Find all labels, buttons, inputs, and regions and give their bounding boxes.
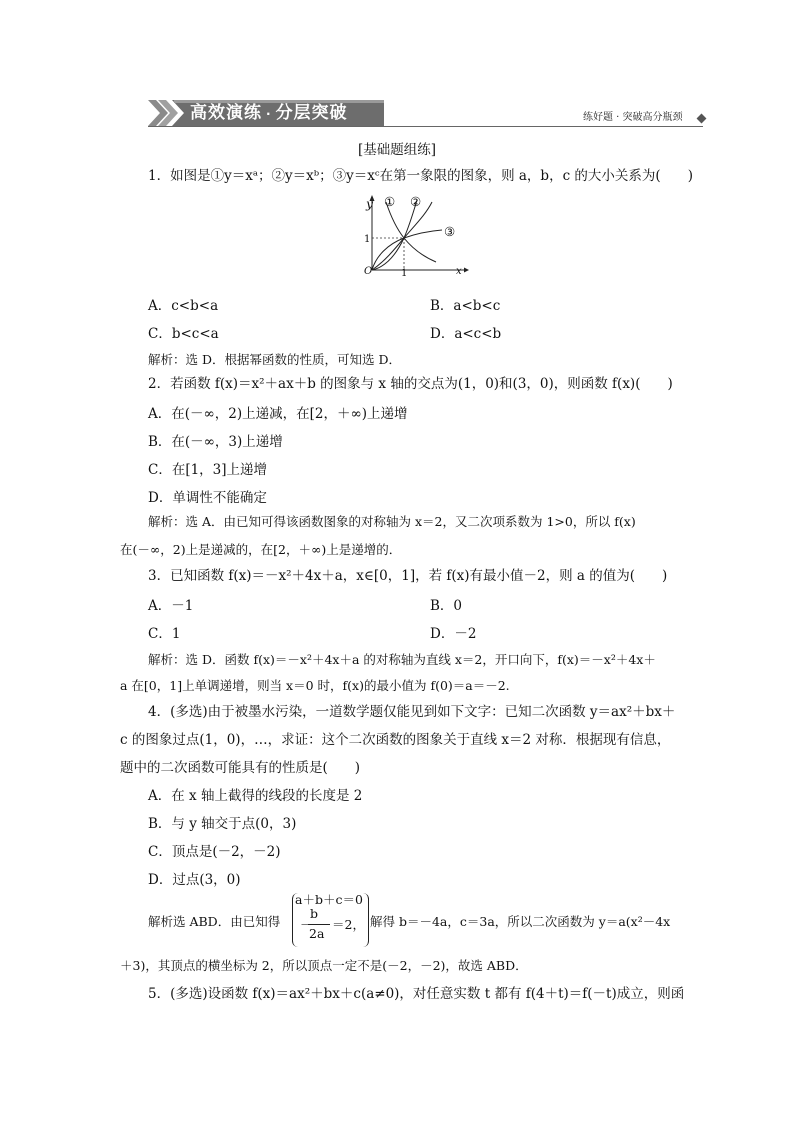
q4-option-a: A．在 x 轴上截得的线段的长度是 2 [148,788,363,804]
banner-title-sub: 分层突破 [275,103,348,123]
q4-frac-minus: － [300,917,313,932]
q4-system-eq1: a＋b＋c＝0 [295,892,363,907]
q5-stem: 5．(多选)设函数 f(x)＝ax²＋bx＋c(a≠0)，对任意实数 t 都有 f(4＋t)＝f(－t)成立，则函 [148,986,685,1002]
q3-option-d: D．－2 [430,626,477,642]
q1-option-d: D．a<c<b [430,326,502,342]
q2-option-a: A．在(－∞，2)上递减，在[2，＋∞)上递增 [148,406,408,422]
q1-graph-y-label: y [366,196,374,211]
q2-stem: 2．若函数 f(x)＝x²＋ax＋b 的图象与 x 轴的交点为(1，0)和(3，0)，则函数 f(x)( ) [148,376,673,392]
q4-frac-denominator: 2a [309,926,325,941]
q1-graph-x-label: x [456,266,462,277]
q4-frac-numerator: b [310,906,319,921]
q3-analysis-line1: 解析：选 D．函数 f(x)＝－x²＋4x＋a 的对称轴为直线 x＝2，开口向下，f(x)＝－x²＋4x＋ [148,652,656,667]
q1-graph-one-x: 1 [401,268,408,279]
banner-dot: · [266,107,272,121]
section-title: [基础题组练] [357,142,437,158]
q1-option-c: C．b<c<a [148,326,219,342]
q4-option-b: B．与 y 轴交于点(0，3) [148,816,297,832]
q1-option-a: A．c<b<a [148,298,219,314]
q4-frac-equals: ＝2， [332,917,365,932]
q1-option-b: B．a<b<c [430,298,501,314]
q4-frac-bar [308,924,330,925]
header-right-tag: 练好题 · 突破高分瓶颈 [583,112,683,123]
q4-stem-line3: 题中的二次函数可能具有的性质是( ) [120,760,361,776]
q4-analysis-post: 解得 b＝－4a，c＝3a，所以二次函数为 y＝a(x²－4x [370,914,671,929]
q4-stem-line2: c 的图象过点(1，0)，…，求证：这个二次函数的图象关于直线 x＝2 对称．根据现有信息， [120,732,671,748]
header-rule [148,126,703,127]
q4-option-c: C．顶点是(－2，－2) [148,844,281,860]
q1-graph-one-y: 1 [364,234,371,245]
q1-stem: 1．如图是①y＝xᵃ；②y＝xᵇ；③y＝xᶜ在第一象限的图象，则 a，b，c 的大小关系为( ) [148,168,693,184]
banner-title [190,101,348,125]
q2-option-c: C．在[1，3]上递增 [148,462,268,478]
q2-analysis-line2: 在(－∞，2)上是递减的，在[2，＋∞)上是递增的． [120,542,402,557]
q3-analysis-line2: a 在[0，1]上单调递增，则当 x＝0 时，f(x)的最小值为 f(0)＝a＝－2. [120,678,510,693]
q2-option-d: D．单调性不能确定 [148,490,267,506]
q3-stem: 3．已知函数 f(x)＝－x²＋4x＋a，x∈[0，1]，若 f(x)有最小值－2，则 a 的值为( ) [148,568,668,584]
banner-title-main: 高效演练 [190,103,262,123]
q3-option-b: B．0 [430,598,463,614]
q4-stem-line1: 4．(多选)由于被墨水污染，一道数学题仅能见到如下文字：已知二次函数 y＝ax²＋bx＋ [148,704,676,720]
q1-graph-origin: O [364,266,373,277]
q1-analysis: 解析：选 D．根据幂函数的性质，可知选 D． [148,352,401,367]
q3-option-a: A．－1 [148,598,194,614]
diamond-icon [697,114,707,124]
q1-graph-label-3: ③ [444,224,456,239]
q1-graph-label-1: ① [384,194,396,209]
q2-analysis-line1: 解析：选 A．由已知可得该函数图象的对称轴为 x＝2，又二次项系数为 1>0，所以 f(x) [148,514,636,529]
q2-option-b: B．在(－∞，3)上递增 [148,434,283,450]
q1-graph-label-2: ② [410,194,422,209]
q3-option-c: C．1 [148,626,181,642]
q4-analysis-line2: ＋3)，其顶点的横坐标为 2，所以顶点一定不是(－2，－2)，故选 ABD． [120,958,528,973]
q4-analysis-prefix: 解析选 ABD．由已知得 [148,914,281,929]
q4-option-d: D．过点(3，0) [148,872,241,888]
